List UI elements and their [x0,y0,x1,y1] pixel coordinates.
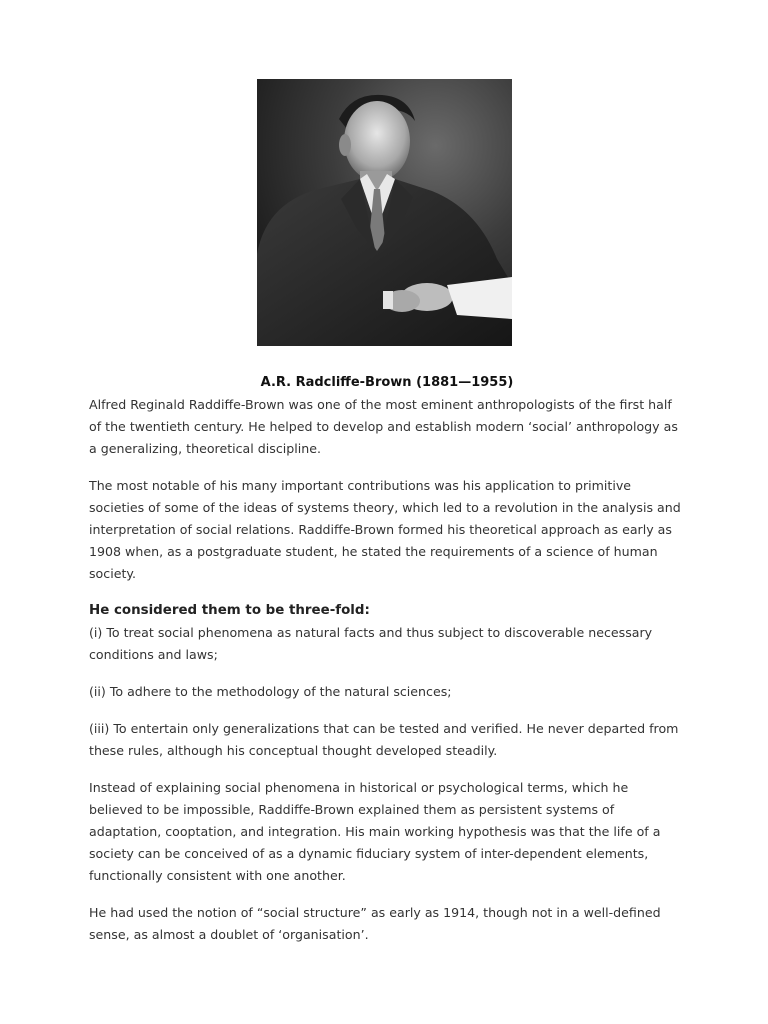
point-iii: (iii) To entertain only generalizations that can be tested and verified. He never departed from these rules, although his conceptual thought developed steadily. [89,721,679,758]
portrait-photo [257,79,512,346]
article-title: A.R. Radcliffe-Brown (1881—1955) [260,375,514,390]
portrait-photo-graphic [257,79,512,346]
article-body [89,372,685,961]
contributions-paragraph: The most notable of his many important contributions was his application to primitive societies of some of the ideas of systems theory, which led to a revolution in the analysis and interpretation of social relations. Raddiffe-Brown formed his theoretical approach as early as 1908 when, as a postgraduate student, he stated the requirements of a science of human society. [89,478,681,581]
point-ii: (ii) To adhere to the methodology of the natural sciences; [89,684,452,699]
point-i: (i) To treat social phenomena as natural facts and thus subject to discoverable necessary conditions and laws; [89,625,653,662]
intro-paragraph: Alfred Reginald Raddiffe-Brown was one of the most eminent anthropologists of the first half of the twentieth century. He helped to develop and establish modern ‘social’ anthropology as a generalizing, theoretical discipline. [89,397,678,456]
social-structure-paragraph: He had used the notion of “social structure” as early as 1914, though not in a well-defined sense, as almost a doublet of ‘organisation’. [89,905,661,942]
three-fold-heading: He considered them to be three-fold: [89,603,370,618]
explanation-paragraph: Instead of explaining social phenomena in historical or psychological terms, which he believed to be impossible, Raddiffe-Brown explained them as persistent systems of adaptation, cooptation, and integration. His main working hypothesis was that the life of a society can be conceived of as a dynamic fiduciary system of inter-dependent elements, functionally consistent with one another. [89,780,661,883]
